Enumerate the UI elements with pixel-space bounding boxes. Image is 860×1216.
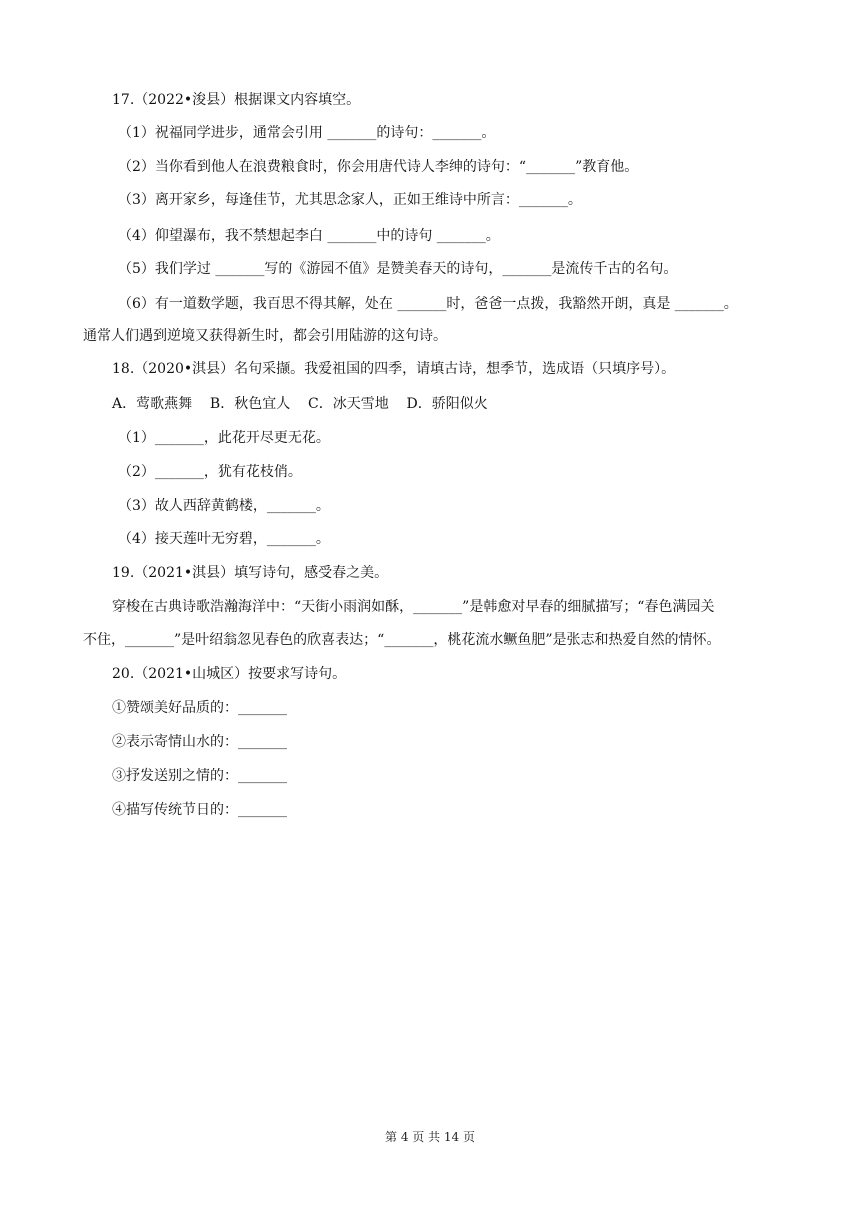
question-17-item-1: （1）祝福同学进步，通常会引用 _______的诗句：_______。 — [118, 125, 496, 141]
question-17-item-2: （2）当你看到他人在浪费粮食时，你会用唐代诗人李绅的诗句：“_______”教育他。 — [118, 159, 639, 175]
question-17-item-4: （4）仰望瀑布，我不禁想起李白 _______中的诗句 _______。 — [118, 228, 500, 244]
question-18-options: A．莺歌燕舞 B．秋色宜人 C．冰天雪地 D．骄阳似火 — [112, 396, 488, 412]
question-18-item-2: （2）_______，犹有花枝俏。 — [118, 464, 302, 480]
question-20-item-1: ①赞颂美好品质的：_______ — [112, 700, 287, 716]
question-18-title: 18.（2020•淇县）名句采撷。我爱祖国的四季，请填古诗，想季节，选成语（只填序号）。 — [112, 361, 676, 377]
question-19-body-line-1: 穿梭在古典诗歌浩瀚海洋中：“天街小雨润如酥，_______”是韩愈对早春的细腻描写；“春色满园关 — [112, 599, 715, 615]
page-number: 第 4 页 共 14 页 — [385, 1130, 475, 1144]
question-17-item-5: （5）我们学过 _______写的《游园不值》是赞美春天的诗句，_______是流传千古的名句。 — [118, 261, 678, 277]
question-17-title: 17.（2022•浚县）根据课文内容填空。 — [112, 92, 361, 108]
question-18-item-3: （3）故人西辞黄鹤楼，_______。 — [118, 498, 330, 514]
question-18-item-1: （1）_______，此花开尽更无花。 — [118, 430, 330, 446]
question-20-title: 20.（2021•山城区）按要求写诗句。 — [112, 666, 347, 682]
question-20-item-2: ②表示寄情山水的：_______ — [112, 734, 287, 750]
question-19-body-line-2: 不住，_______”是叶绍翁忽见春色的欣喜表达；“_______，桃花流水鳜鱼肥”是张志和热爱自然的情怀。 — [83, 632, 721, 648]
question-17-item-6: （6）有一道数学题，我百思不得其解，处在 _______时，爸爸一点拨，我豁然开朗，真是 _______。 — [118, 296, 738, 312]
question-17-continuation: 通常人们遇到逆境又获得新生时，都会引用陆游的这句诗。 — [83, 328, 447, 344]
question-17-item-3: （3）离开家乡，每逢佳节，尤其思念家人，正如王维诗中所言：_______。 — [118, 192, 582, 208]
question-20-item-4: ④描写传统节日的：_______ — [112, 802, 287, 818]
question-19-title: 19.（2021•淇县）填写诗句，感受春之美。 — [112, 565, 389, 581]
question-18-item-4: （4）接天莲叶无穷碧，_______。 — [118, 531, 330, 547]
question-20-item-3: ③抒发送别之情的：_______ — [112, 768, 287, 784]
